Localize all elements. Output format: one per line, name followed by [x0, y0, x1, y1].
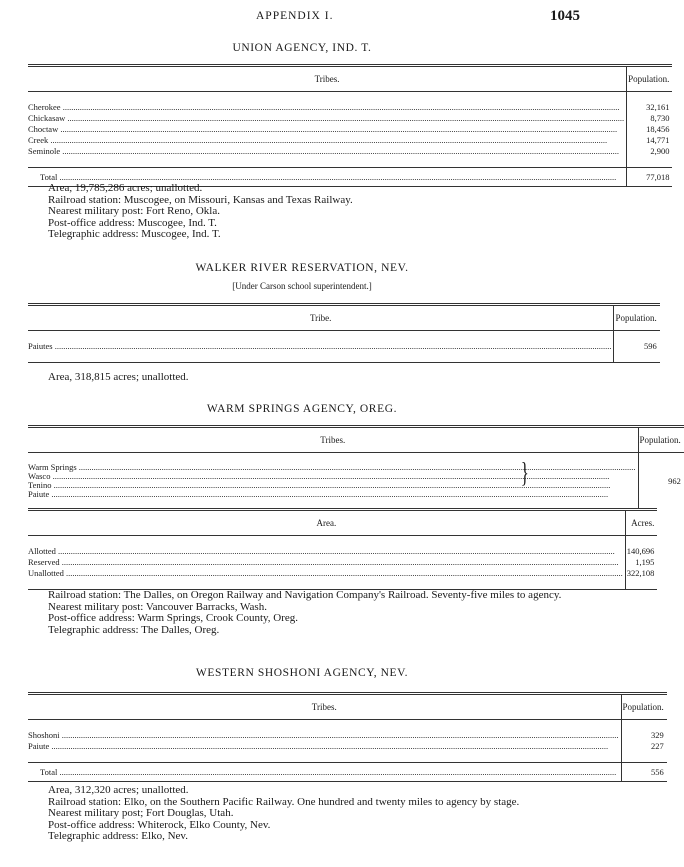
row-label: Chickasaw — [28, 113, 66, 123]
row-label: Reserved — [28, 557, 60, 567]
note-line: Railroad station: The Dalles, on Oregon Railway and Navigation Company's Railroad. Seventy-five miles to agency. — [48, 589, 562, 601]
row-value: 140,696 — [625, 546, 657, 557]
union-notes — [24, 183, 580, 241]
table-row — [28, 546, 657, 557]
total-label: Total — [40, 171, 58, 182]
row-label: Shoshoni — [28, 730, 60, 740]
row-value: 8,730 — [627, 113, 673, 124]
warm-springs-notes — [24, 590, 580, 636]
column-header-population: Population. — [614, 305, 660, 331]
table-row — [28, 146, 672, 157]
table-row — [28, 113, 672, 124]
row-label: Unallotted — [28, 568, 64, 578]
note-line: Nearest military post: Fort Reno, Okla. — [48, 205, 220, 217]
table-header-row — [28, 510, 657, 536]
note-line: Nearest military post: Vancouver Barracks, Wash. — [48, 600, 267, 613]
row-label: Allotted — [28, 546, 56, 556]
table-header-row — [28, 427, 684, 453]
row-label: Paiute — [28, 741, 50, 751]
note-line: Post-office address: Warm Springs, Crook County, Oreg. — [48, 612, 299, 624]
note-line: Railroad station: Muscogee, on Missouri, Kansas and Texas Railway. — [48, 193, 353, 206]
row-value: 2,900 — [627, 146, 673, 157]
table-row — [28, 741, 667, 752]
row-value: 322,108 — [625, 568, 657, 579]
note-line: Area, 318,815 acres; unallotted. — [48, 371, 189, 383]
section-heading-union: UNION AGENCY, IND. T. — [232, 42, 372, 54]
table-row — [28, 124, 672, 135]
note-line: Area, 312,320 acres; unallotted. — [48, 784, 189, 796]
row-label: Choctaw — [28, 124, 59, 134]
note-line: Nearest military post; Fort Douglas, Utah. — [48, 807, 234, 819]
row-label: Cherokee — [28, 102, 61, 112]
row-label: Creek — [28, 135, 49, 145]
note-line: Post-office address: Whiterock, Elko County, Nev. — [48, 818, 271, 831]
running-title: APPENDIX I. — [256, 10, 334, 22]
note-line: Area, 19,785,286 acres; unallotted. — [48, 182, 203, 194]
table-row — [28, 557, 657, 568]
column-header-area: Area. — [28, 510, 625, 536]
combined-population-value: 962 — [638, 463, 684, 499]
column-header-acres: Acres. — [625, 510, 657, 536]
total-value: 77,018 — [627, 168, 673, 187]
table-row — [28, 135, 672, 146]
column-header-tribes: Tribes. — [28, 427, 638, 453]
column-header-population: Population. — [627, 66, 673, 92]
row-label: Wasco — [28, 471, 51, 481]
section-heading-warm-springs: WARM SPRINGS AGENCY, OREG. — [206, 403, 398, 415]
column-header-tribe: Tribe. — [28, 305, 614, 331]
section-subheading: [Under Carson school superintendent.] — [232, 281, 372, 291]
row-label: Tenino — [28, 480, 52, 490]
table-header-row — [28, 66, 672, 92]
column-header-tribes: Tribes. — [28, 694, 621, 720]
western-shoshoni-population-table — [28, 692, 667, 782]
note-line: Telegraphic address: Muscogee, Ind. T. — [48, 228, 221, 240]
total-value: 556 — [621, 763, 667, 782]
row-value: 18,456 — [627, 124, 673, 135]
table-row — [28, 102, 672, 113]
page-number: 1045 — [550, 8, 580, 24]
walker-river-notes — [24, 372, 580, 384]
warm-springs-area-table — [28, 508, 657, 590]
note-line: Railroad station: Elko, on the Southern Pacific Railway. One hundred and twenty miles to agency by stage. — [48, 795, 520, 808]
row-value: 329 — [621, 730, 667, 741]
note-line: Telegraphic address: Elko, Nev. — [48, 830, 188, 842]
row-value: 14,771 — [627, 135, 673, 146]
section-heading-western-shoshoni: WESTERN SHOSHONI AGENCY, NEV. — [195, 667, 409, 679]
table-row — [28, 568, 657, 579]
table-row — [28, 490, 684, 499]
note-line: Telegraphic address: The Dalles, Oreg. — [48, 623, 220, 636]
western-shoshoni-notes — [24, 785, 580, 843]
column-header-tribes: Tribes. — [28, 66, 627, 92]
union-population-table — [28, 64, 672, 187]
section-heading-walker-river: WALKER RIVER RESERVATION, NEV. — [195, 262, 409, 274]
total-label: Total — [40, 766, 58, 777]
row-value: 596 — [614, 341, 660, 352]
table-row — [28, 730, 667, 741]
row-label: Warm Springs — [28, 462, 77, 472]
table-row — [28, 341, 660, 352]
row-label: Paiute — [28, 489, 50, 499]
walker-river-population-table — [28, 303, 660, 363]
column-header-population: Population. — [621, 694, 667, 720]
row-value: 32,161 — [627, 102, 673, 113]
page-header — [24, 10, 580, 30]
row-label: Seminole — [28, 146, 61, 156]
row-label: Paiutes — [28, 341, 53, 351]
table-header-row — [28, 694, 667, 720]
total-row — [28, 763, 667, 782]
table-header-row — [28, 305, 660, 331]
row-value: 227 — [621, 741, 667, 752]
note-line: Post-office address: Muscogee, Ind. T. — [48, 216, 217, 229]
column-header-population: Population. — [638, 427, 684, 453]
row-value: 1,195 — [625, 557, 657, 568]
warm-springs-population-table — [28, 425, 684, 509]
right-brace-icon: } — [520, 458, 529, 489]
